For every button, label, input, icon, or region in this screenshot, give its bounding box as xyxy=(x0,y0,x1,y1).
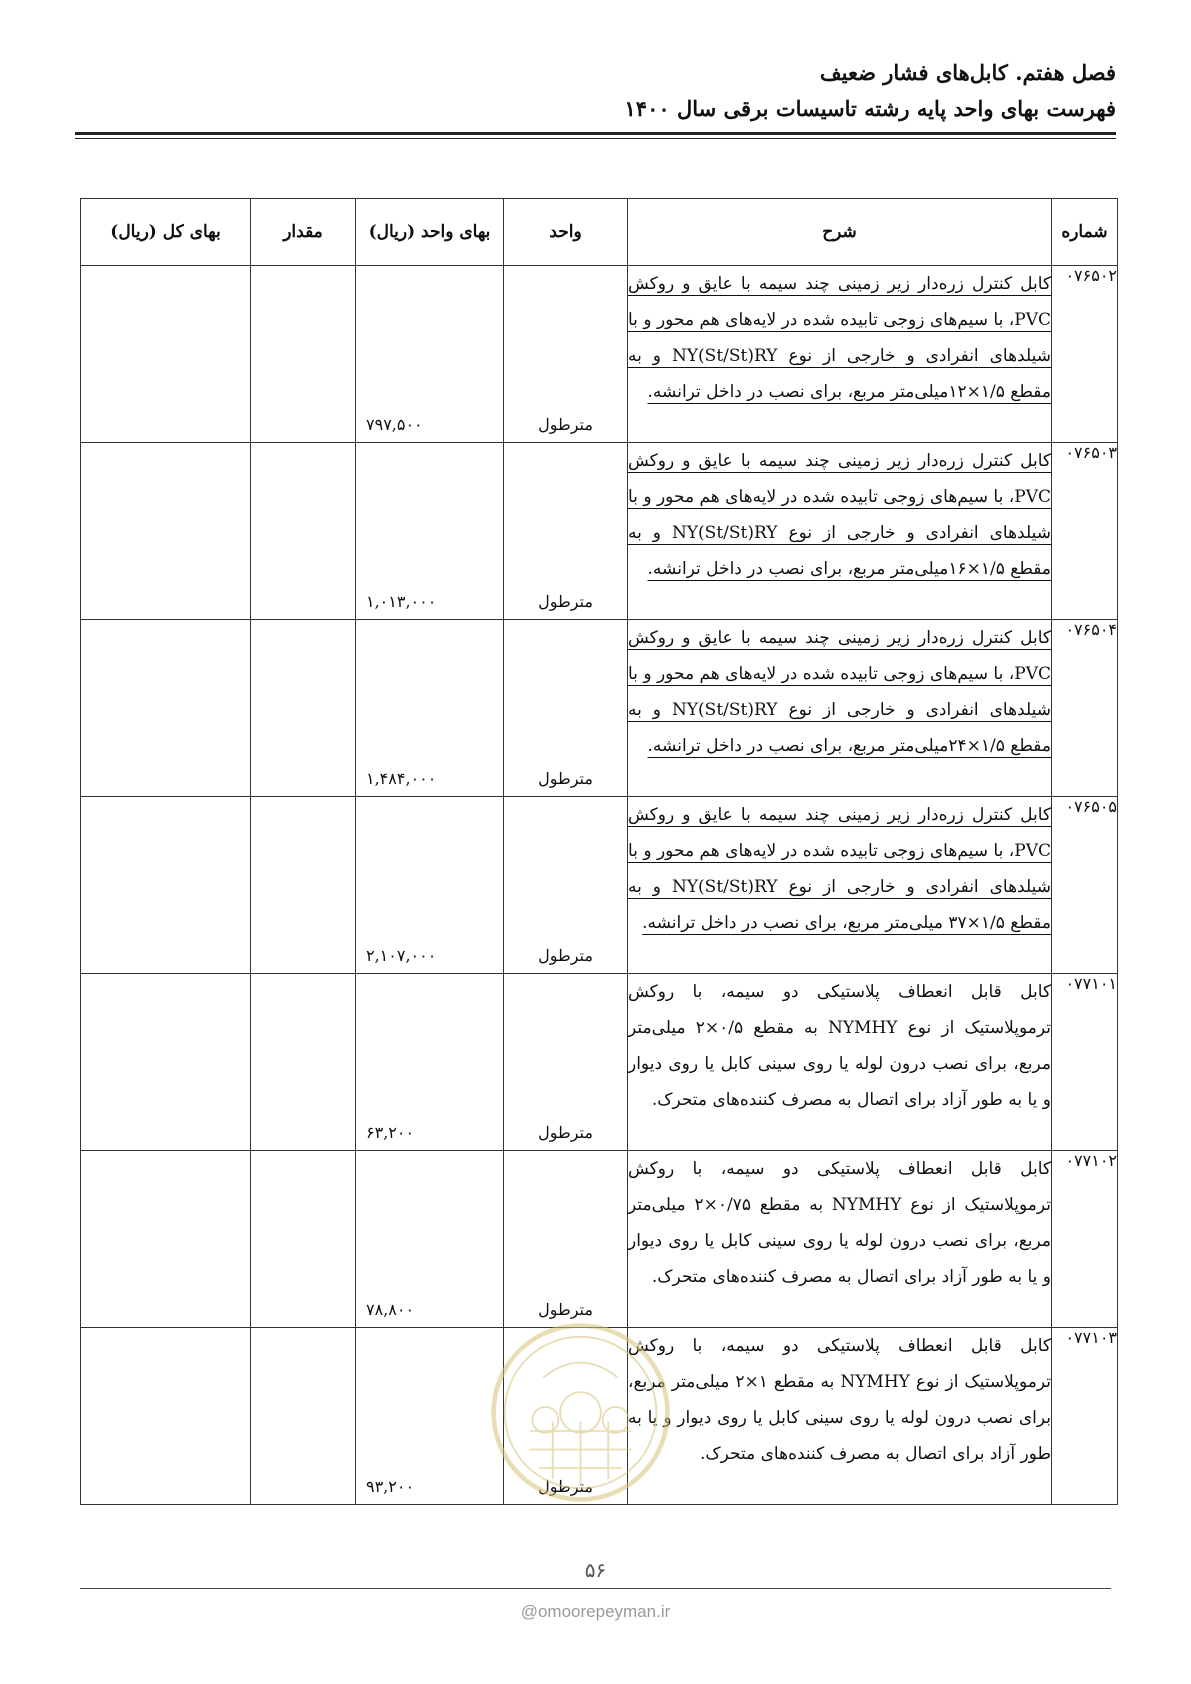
item-total xyxy=(81,266,251,443)
item-unit-price-cell xyxy=(356,266,504,443)
item-quantity xyxy=(251,620,356,797)
price-table xyxy=(80,198,1118,1505)
item-code: ۰۷۷۱۰۱ xyxy=(1052,974,1118,1151)
item-unit: مترطول xyxy=(538,946,593,965)
chapter-title: فصل هفتم. کابل‌های فشار ضعیف xyxy=(819,60,1116,85)
item-total xyxy=(81,974,251,1151)
item-description xyxy=(628,620,1052,797)
item-unit: مترطول xyxy=(538,769,593,788)
item-unit: مترطول xyxy=(538,1123,593,1142)
col-header-code: شماره xyxy=(1052,199,1118,266)
item-unit-cell xyxy=(504,266,628,443)
col-header-description: شرح xyxy=(628,199,1052,266)
item-code: ۰۷۷۱۰۲ xyxy=(1052,1151,1118,1328)
item-unit-price: ۹۳,۲۰۰ xyxy=(366,1477,415,1496)
item-total xyxy=(81,1151,251,1328)
item-unit: مترطول xyxy=(538,415,593,434)
item-total xyxy=(81,620,251,797)
item-code: ۰۷۶۵۰۵ xyxy=(1052,797,1118,974)
item-description xyxy=(628,266,1052,443)
col-header-unit: واحد xyxy=(504,199,628,266)
item-unit: مترطول xyxy=(538,1300,593,1319)
item-unit-price: ۷۸,۸۰۰ xyxy=(366,1300,415,1319)
item-description-text: کابل کنترل زره‌دار زیر زمینی چند سیمه با عایق و روکش PVC، با سیم‌های زوجی تابیده شده در لایه‌های هم محور و با شیلدهای انفرادی و خارجی از نوع NY(St/St)RY و به مقطع ۱/۵×۳۷ میلی‌متر مربع، برای نصب در داخل ترانشه. xyxy=(628,805,1051,933)
item-quantity xyxy=(251,443,356,620)
col-header-unit-price: بهای واحد (ریال) xyxy=(356,199,504,266)
table-row xyxy=(81,620,1118,797)
item-unit-price-cell xyxy=(356,797,504,974)
table-row xyxy=(81,797,1118,974)
item-total xyxy=(81,1328,251,1505)
item-unit: مترطول xyxy=(538,1477,593,1496)
table-header-row xyxy=(81,199,1118,266)
item-unit-price-cell xyxy=(356,443,504,620)
item-quantity xyxy=(251,974,356,1151)
item-unit-price: ۲,۱۰۷,۰۰۰ xyxy=(366,946,437,965)
seal-icon xyxy=(488,1320,673,1505)
item-total xyxy=(81,443,251,620)
item-description: کابل قابل انعطاف پلاستیکی دو سیمه، با روکش ترموپلاستیک از نوع NYMHY به مقطع ۱×۲ میلی‌متر مربع، برای نصب درون لوله یا روی سینی کابل یا روی دیوار و یا به طور آزاد برای اتصال به مصرف کننده‌های متحرک. xyxy=(628,1328,1052,1505)
item-quantity xyxy=(251,797,356,974)
item-total xyxy=(81,797,251,974)
item-code: ۰۷۶۵۰۴ xyxy=(1052,620,1118,797)
item-unit-price-cell xyxy=(356,1151,504,1328)
item-description xyxy=(628,443,1052,620)
source-watermark: @omoorepeyman.ir xyxy=(520,1602,671,1621)
header-rule-thin xyxy=(75,138,1116,139)
item-unit: مترطول xyxy=(538,592,593,611)
item-unit-cell xyxy=(504,1151,628,1328)
item-description: کابل قابل انعطاف پلاستیکی دو سیمه، با روکش ترموپلاستیک از نوع NYMHY به مقطع ۰/۷۵×۲ میلی‌متر مربع، برای نصب درون لوله یا روی سینی کابل یا روی دیوار و یا به طور آزاد برای اتصال به مصرف کننده‌های متحرک. xyxy=(628,1151,1052,1328)
table-row xyxy=(81,266,1118,443)
item-unit-cell xyxy=(504,620,628,797)
header-rule-thick xyxy=(75,132,1116,135)
item-code: ۰۷۷۱۰۳ xyxy=(1052,1328,1118,1505)
item-description xyxy=(628,797,1052,974)
item-description: کابل قابل انعطاف پلاستیکی دو سیمه، با روکش ترموپلاستیک از نوع NYMHY به مقطع ۰/۵×۲ میلی‌متر مربع، برای نصب درون لوله یا روی سینی کابل یا روی دیوار و یا به طور آزاد برای اتصال به مصرف کننده‌های متحرک. xyxy=(628,974,1052,1151)
col-header-quantity: مقدار xyxy=(251,199,356,266)
item-unit-price-cell xyxy=(356,620,504,797)
item-unit-price-cell xyxy=(356,1328,504,1505)
item-description-text: کابل کنترل زره‌دار زیر زمینی چند سیمه با عایق و روکش PVC، با سیم‌های زوجی تابیده شده در لایه‌های هم محور و با شیلدهای انفرادی و خارجی از نوع NY(St/St)RY و به مقطع ۱/۵×۱۲میلی‌متر مربع، برای نصب در داخل ترانشه. xyxy=(628,274,1051,402)
item-unit-cell xyxy=(504,974,628,1151)
page-number: ۵۶ xyxy=(584,1558,607,1582)
table-row xyxy=(81,974,1118,1151)
item-quantity xyxy=(251,266,356,443)
item-unit-price: ۱,۰۱۳,۰۰۰ xyxy=(366,592,437,611)
item-quantity xyxy=(251,1151,356,1328)
list-title: فهرست بهای واحد پایه رشته تاسیسات برقی سال ۱۴۰۰ xyxy=(624,96,1116,121)
item-unit-price-cell xyxy=(356,974,504,1151)
col-header-total-price: بهای کل (ریال) xyxy=(81,199,251,266)
table-row xyxy=(81,443,1118,620)
footer-rule xyxy=(80,1588,1111,1589)
item-code: ۰۷۶۵۰۲ xyxy=(1052,266,1118,443)
item-code: ۰۷۶۵۰۳ xyxy=(1052,443,1118,620)
item-unit-price: ۷۹۷,۵۰۰ xyxy=(366,415,423,434)
item-quantity xyxy=(251,1328,356,1505)
item-unit-price: ۶۳,۲۰۰ xyxy=(366,1123,415,1142)
item-unit-cell xyxy=(504,443,628,620)
item-unit-price: ۱,۴۸۴,۰۰۰ xyxy=(366,769,437,788)
item-description-text: کابل کنترل زره‌دار زیر زمینی چند سیمه با عایق و روکش PVC، با سیم‌های زوجی تابیده شده در لایه‌های هم محور و با شیلدهای انفرادی و خارجی از نوع NY(St/St)RY و به مقطع ۱/۵×۱۶میلی‌متر مربع، برای نصب در داخل ترانشه. xyxy=(628,451,1051,579)
item-description-text: کابل کنترل زره‌دار زیر زمینی چند سیمه با عایق و روکش PVC، با سیم‌های زوجی تابیده شده در لایه‌های هم محور و با شیلدهای انفرادی و خارجی از نوع NY(St/St)RY و به مقطع ۱/۵×۲۴میلی‌متر مربع، برای نصب در داخل ترانشه. xyxy=(628,628,1051,756)
item-unit-cell xyxy=(504,797,628,974)
table-row xyxy=(81,1151,1118,1328)
